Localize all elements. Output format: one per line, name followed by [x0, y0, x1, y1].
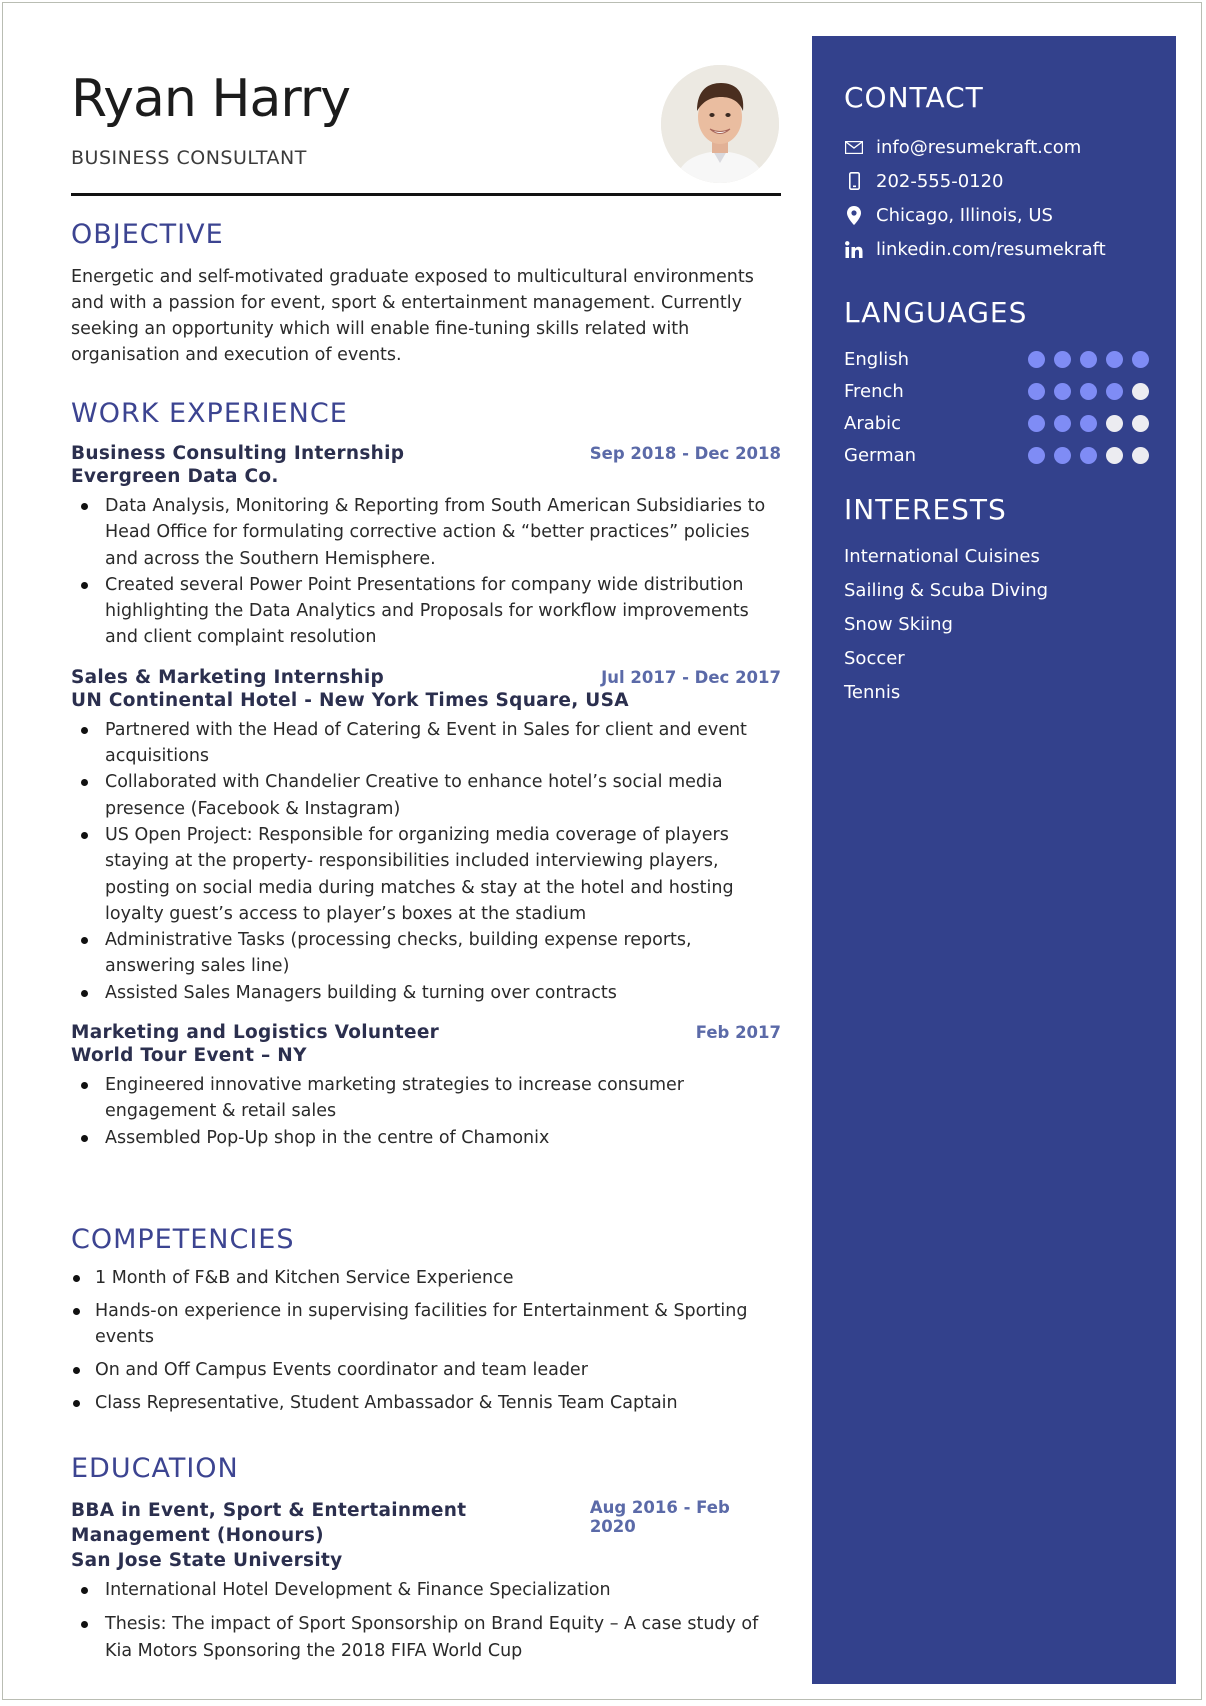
language-row: [844, 375, 1149, 407]
language-rating: [1028, 447, 1149, 464]
objective-title: OBJECTIVE: [71, 219, 224, 250]
linkedin-text: linkedin.com/resumekraft: [876, 238, 1106, 260]
competencies-section: [71, 1224, 781, 1423]
rating-dot-filled: [1080, 447, 1097, 464]
list-item: Thesis: The impact of Sport Sponsorship on Brand Equity – A case study of Kia Motors Sponsoring the 2018 FIFA World Cup: [105, 1611, 781, 1664]
education-section: [71, 1453, 781, 1664]
envelope-icon: [844, 137, 864, 157]
rating-dot-filled: [1054, 383, 1071, 400]
list-item: Hands-on experience in supervising facilities for Entertainment & Sporting events: [95, 1298, 781, 1350]
list-item: Data Analysis, Monitoring & Reporting from South American Subsidiaries to Head Office for formulating corrective action & “better practices” policies and across the Southern Hemisphere.: [105, 493, 781, 572]
job-entry: [71, 443, 781, 651]
list-item: Administrative Tasks (processing checks, building expense reports, answering sales line): [105, 927, 781, 980]
list-item: Engineered innovative marketing strategies to increase consumer engagement & retail sales: [105, 1072, 781, 1125]
job-bullets: [71, 493, 781, 651]
language-rating: [1028, 383, 1149, 400]
job-company: UN Continental Hotel - New York Times Square, USA: [71, 689, 629, 711]
language-rating: [1028, 415, 1149, 432]
objective-section: [71, 219, 781, 368]
interest-item: Tennis: [844, 682, 901, 703]
language-name: French: [844, 380, 904, 402]
rating-dot-empty: [1106, 415, 1123, 432]
list-item: Collaborated with Chandelier Creative to enhance hotel’s social media presence (Facebook & Instagram): [105, 769, 781, 822]
list-item: Assembled Pop-Up shop in the centre of Chamonix: [105, 1125, 781, 1151]
interest-item: Snow Skiing: [844, 614, 953, 635]
rating-dot-filled: [1106, 383, 1123, 400]
job-title: Sales & Marketing Internship: [71, 666, 385, 688]
job-date: Jul 2017 - Dec 2017: [601, 667, 781, 687]
language-name: English: [844, 348, 909, 370]
rating-dot-filled: [1028, 383, 1045, 400]
linkedin-icon: [844, 239, 864, 259]
education-title: EDUCATION: [71, 1453, 239, 1484]
sidebar-content: [844, 81, 1149, 710]
candidate-name: Ryan Harry: [71, 69, 350, 129]
job-entry: [71, 1022, 781, 1151]
interest-item: Sailing & Scuba Diving: [844, 580, 1049, 601]
job-company: World Tour Event – NY: [71, 1045, 307, 1067]
rating-dot-filled: [1028, 415, 1045, 432]
competencies-list: [71, 1265, 781, 1416]
phone-text: 202-555-0120: [876, 170, 1004, 192]
languages-list: [844, 343, 1149, 471]
interest-item: International Cuisines: [844, 546, 1040, 567]
main-column: [71, 69, 781, 1661]
list-item: On and Off Campus Events coordinator and team leader: [95, 1357, 781, 1383]
languages-title: LANGUAGES: [844, 296, 1028, 329]
list-item: International Hotel Development & Finance Specialization: [105, 1577, 781, 1603]
language-name: German: [844, 444, 917, 466]
work-section: [71, 398, 781, 1151]
language-row: [844, 407, 1149, 439]
location-pin-icon: [844, 205, 864, 225]
job-company: Evergreen Data Co.: [71, 466, 279, 487]
list-item: Created several Power Point Presentations for company wide distribution highlighting the Data Analytics and Proposals for workflow improvements and client complaint resolution: [105, 572, 781, 651]
rating-dot-empty: [1132, 415, 1149, 432]
contact-phone[interactable]: [844, 164, 1149, 198]
rating-dot-filled: [1080, 351, 1097, 368]
list-item: Assisted Sales Managers building & turning over contracts: [105, 980, 781, 1006]
rating-dot-filled: [1106, 351, 1123, 368]
rating-dot-empty: [1132, 383, 1149, 400]
contact-email[interactable]: [844, 130, 1149, 164]
language-row: [844, 343, 1149, 375]
rating-dot-empty: [1106, 447, 1123, 464]
email-text: info@resumekraft.com: [876, 136, 1082, 158]
rating-dot-empty: [1132, 447, 1149, 464]
sidebar: [812, 36, 1176, 1684]
list-item: 1 Month of F&B and Kitchen Service Experience: [95, 1265, 781, 1291]
school-name: San Jose State University: [71, 1550, 343, 1571]
resume-page: [2, 2, 1202, 1700]
list-item: US Open Project: Responsible for organizing media coverage of players staying at the property- responsibilities included interviewing players, posting on social media during matches & stay at the hotel and hosting loyalty guest’s access to player’s boxes at the stadium: [105, 822, 781, 927]
contact-title: CONTACT: [844, 81, 984, 114]
language-rating: [1028, 351, 1149, 368]
job-title: Marketing and Logistics Volunteer: [71, 1022, 440, 1044]
rating-dot-filled: [1054, 415, 1071, 432]
interests-list: [844, 540, 1149, 710]
location-text: Chicago, Illinois, US: [876, 204, 1053, 226]
rating-dot-filled: [1080, 383, 1097, 400]
rating-dot-filled: [1028, 447, 1045, 464]
profile-photo: [661, 65, 779, 183]
education-bullets: [71, 1577, 781, 1664]
rating-dot-filled: [1054, 447, 1071, 464]
header-divider: [71, 193, 781, 196]
interests-title: INTERESTS: [844, 493, 1007, 526]
rating-dot-filled: [1028, 351, 1045, 368]
job-date: Feb 2017: [695, 1023, 781, 1043]
rating-dot-filled: [1132, 351, 1149, 368]
language-name: Arabic: [844, 412, 902, 434]
education-date: Aug 2016 - Feb 2020: [589, 1498, 730, 1536]
candidate-role: BUSINESS CONSULTANT: [71, 147, 307, 169]
contact-location: [844, 198, 1149, 232]
work-title: WORK EXPERIENCE: [71, 398, 348, 429]
rating-dot-filled: [1080, 415, 1097, 432]
job-title: Business Consulting Internship: [71, 443, 405, 464]
rating-dot-filled: [1054, 351, 1071, 368]
job-bullets: [71, 1072, 781, 1151]
degree-title: BBA in Event, Sport & Entertainment Management (Honours): [71, 1500, 467, 1546]
list-item: Class Representative, Student Ambassador & Tennis Team Captain: [95, 1390, 781, 1416]
job-bullets: [71, 717, 781, 1006]
job-entry: [71, 667, 781, 1006]
list-item: Partnered with the Head of Catering & Event in Sales for client and event acquisitions: [105, 717, 781, 770]
contact-linkedin[interactable]: [844, 232, 1149, 266]
competencies-title: COMPETENCIES: [71, 1224, 295, 1255]
job-date: Sep 2018 - Dec 2018: [589, 444, 781, 463]
interest-item: Soccer: [844, 648, 905, 669]
phone-icon: [844, 171, 864, 191]
objective-text: Energetic and self-motivated graduate exposed to multicultural environments and with a passion for event, sport & entertainment management. Currently seeking an opportunity which will enable fine-tuning skills related with organisation and execution of events.: [71, 267, 754, 365]
contact-list: [844, 130, 1149, 266]
language-row: [844, 439, 1149, 471]
